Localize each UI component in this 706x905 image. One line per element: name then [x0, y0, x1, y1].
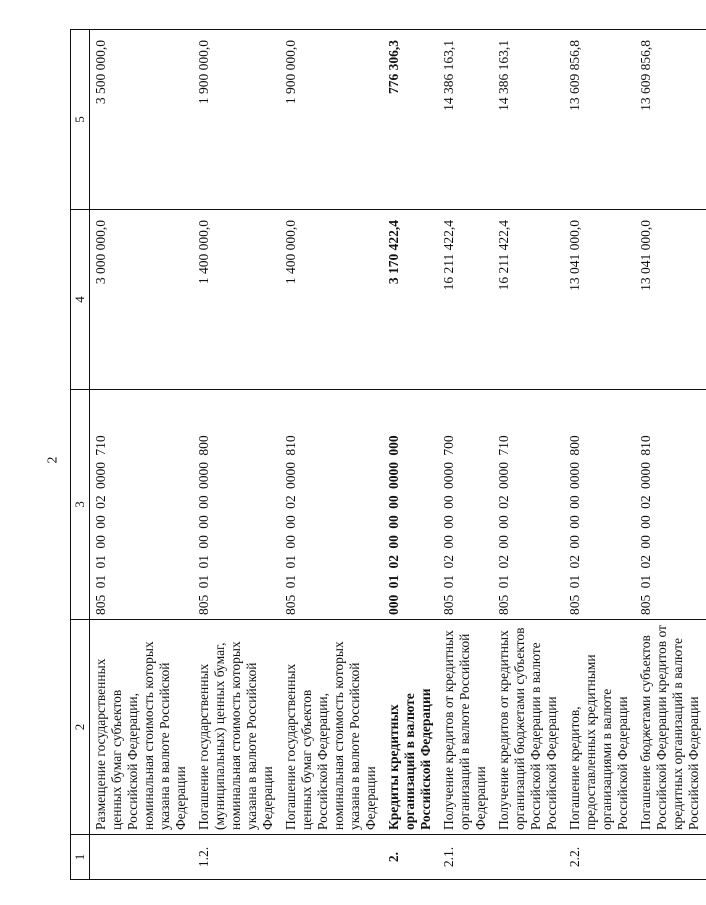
column-header-2: 2 [71, 620, 90, 835]
row-value-col5: 14 386 163,1 [493, 30, 564, 210]
table-row [564, 30, 635, 880]
row-name: Размещение государственных ценных бумаг субъектов Российской Федерации, номинальная стоимость которых указана в валюте Российской Федерации [90, 620, 194, 835]
row-name: Погашение бюджетами субъектов Российской Федерации кредитов от кредитных организаций в валюте Российской Федерации [635, 620, 706, 835]
table-row [90, 30, 194, 880]
row-code: 805 01 02 00 00 00 0000 800 [564, 390, 635, 620]
row-number: 2.2. [564, 835, 635, 880]
page-number: 2 [45, 456, 61, 464]
row-value-col4: 3 000 000,0 [90, 210, 194, 390]
row-value-col4: 1 400 000,0 [280, 210, 383, 390]
row-number: 1.2. [193, 835, 280, 880]
row-value-col4: 1 400 000,0 [193, 210, 280, 390]
row-code: 805 01 01 00 00 02 0000 710 [90, 390, 194, 620]
table-row [193, 30, 280, 880]
row-name: Погашение государственных ценных бумаг субъектов Российской Федерации, номинальная стоимость которых указана в валюте Российской Федерации [280, 620, 383, 835]
row-value-col5: 776 306,3 [383, 30, 438, 210]
column-number-header-row [71, 30, 90, 880]
row-value-col4: 16 211 422,4 [438, 210, 493, 390]
row-value-col4: 13 041 000,0 [564, 210, 635, 390]
row-number [280, 835, 383, 880]
table-row [383, 30, 438, 880]
row-number: 2. [383, 835, 438, 880]
row-value-col5: 1 900 000,0 [280, 30, 383, 210]
table-row [280, 30, 383, 880]
row-number [493, 835, 564, 880]
row-name: Кредиты кредитных организаций в валюте Российской Федерации [383, 620, 438, 835]
budget-sources-table [70, 29, 706, 880]
table-row [635, 30, 706, 880]
row-value-col4: 16 211 422,4 [493, 210, 564, 390]
row-code: 805 01 02 00 00 02 0000 810 [635, 390, 706, 620]
table-row [438, 30, 493, 880]
row-number [635, 835, 706, 880]
row-number [90, 835, 194, 880]
row-value-col4: 13 041 000,0 [635, 210, 706, 390]
column-header-1: 1 [71, 835, 90, 880]
row-value-col5: 13 609 856,8 [564, 30, 635, 210]
row-value-col4: 3 170 422,4 [383, 210, 438, 390]
row-code: 805 01 02 00 00 00 0000 700 [438, 390, 493, 620]
table-row [493, 30, 564, 880]
row-name: Погашение государственных (муниципальных) ценных бумаг, номинальная стоимость которых указана в валюте Российской Федерации [193, 620, 280, 835]
column-header-5: 5 [71, 30, 90, 210]
row-value-col5: 1 900 000,0 [193, 30, 280, 210]
row-name: Погашение кредитов, предоставленных кредитными организациями в валюте Российской Федерации [564, 620, 635, 835]
row-name: Получение кредитов от кредитных организаций бюджетами субъектов Российской Федерации в валюте Российской Федерации [493, 620, 564, 835]
row-code: 805 01 01 00 00 00 0000 800 [193, 390, 280, 620]
row-number: 2.1. [438, 835, 493, 880]
row-code: 805 01 02 00 00 02 0000 710 [493, 390, 564, 620]
rotated-table-container [70, 30, 701, 880]
row-value-col5: 14 386 163,1 [438, 30, 493, 210]
column-header-4: 4 [71, 210, 90, 390]
row-value-col5: 13 609 856,8 [635, 30, 706, 210]
row-code: 000 01 02 00 00 00 0000 000 [383, 390, 438, 620]
row-name: Получение кредитов от кредитных организаций в валюте Российской Федерации [438, 620, 493, 835]
column-header-3: 3 [71, 390, 90, 620]
row-code: 805 01 01 00 00 02 0000 810 [280, 390, 383, 620]
row-value-col5: 3 500 000,0 [90, 30, 194, 210]
